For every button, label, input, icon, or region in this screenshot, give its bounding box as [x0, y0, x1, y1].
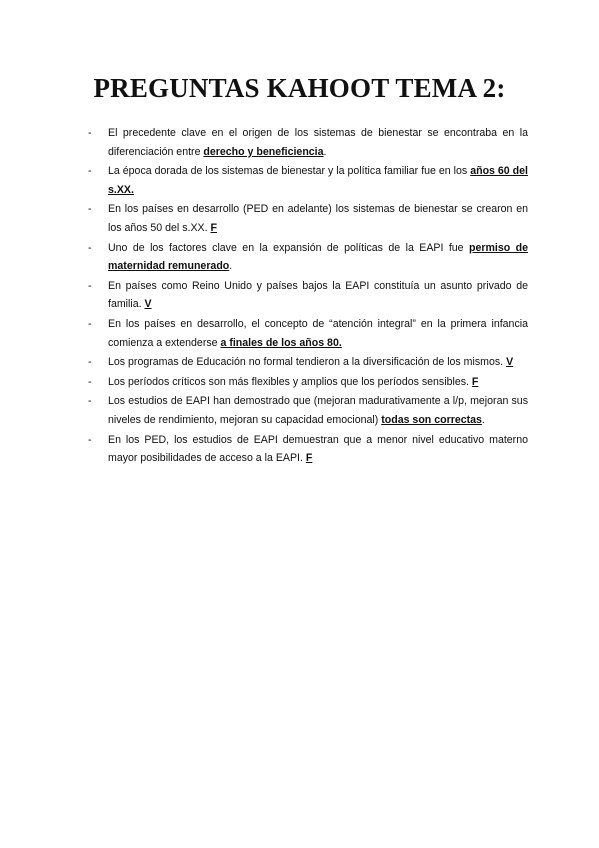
bullet-dash: - — [88, 279, 92, 292]
answer-text: V — [506, 356, 514, 369]
list-item — [88, 373, 528, 392]
bullet-dash: - — [88, 127, 92, 139]
bullet-dash: - — [88, 356, 92, 369]
question-tail: . — [481, 413, 485, 426]
answer-text: derecho y beneficiencia — [203, 145, 324, 158]
question-text: En los países en desarrollo, el concepto de “atención integral” en la primera infancia comienza a extenderse — [108, 317, 528, 349]
bullet-dash: - — [88, 317, 92, 330]
bullet-dash: - — [88, 241, 92, 254]
list-item — [88, 200, 528, 237]
bullet-dash: - — [88, 375, 92, 388]
question-tail: . — [229, 260, 233, 273]
question-text: El precedente clave en el origen de los sistemas de bienestar se encontraba en la diferenciación entre — [108, 127, 528, 158]
answer-text: todas son correctas — [381, 413, 482, 426]
question-text: Uno de los factores clave en la expansión de políticas de la EAPI fue — [108, 241, 469, 254]
question-text: En los países en desarrollo (PED en adelante) los sistemas de bienestar se crearon en los años 50 del s.XX. — [108, 203, 528, 234]
list-item — [88, 431, 528, 468]
question-list — [88, 124, 528, 469]
answer-text: F — [471, 375, 479, 388]
question-text: La época dorada de los sistemas de bienestar y la política familiar fue en los — [108, 165, 471, 178]
list-item — [88, 353, 528, 372]
question-tail: . — [323, 145, 327, 158]
bullet-dash: - — [88, 203, 92, 216]
list-item — [88, 315, 528, 352]
answer-text: F — [305, 452, 313, 465]
answer-text: años 60 del s.XX. — [108, 165, 528, 196]
answer-text: a finales de los años 80. — [220, 336, 342, 349]
list-item — [88, 392, 528, 429]
question-text: Los programas de Educación no formal tendieron a la diversificación de los mismos. — [108, 356, 507, 369]
list-item — [88, 162, 528, 199]
page-title: PREGUNTAS KAHOOT TEMA 2: — [93, 73, 506, 103]
answer-text: permiso de maternidad remunerado — [108, 241, 528, 273]
question-text: En los PED, los estudios de EAPI demuestran que a menor nivel educativo materno mayor posibilidades de acceso a la EAPI. — [108, 433, 528, 465]
list-item — [88, 124, 528, 161]
question-text: Los períodos críticos son más flexibles y amplios que los períodos sensibles. — [108, 375, 472, 388]
list-item — [88, 239, 528, 276]
question-text: Los estudios de EAPI han demostrado que (mejoran madurativamente a l/p, mejoran sus niveles de rendimiento, mejoran su capacidad emocional) — [108, 395, 528, 426]
answer-text: V — [144, 298, 152, 311]
bullet-dash: - — [88, 165, 92, 178]
question-text: En países como Reino Unido y países bajos la EAPI constituía un asunto privado de familia. — [108, 279, 528, 311]
answer-text: F — [210, 221, 217, 234]
bullet-dash: - — [88, 395, 92, 408]
list-item — [88, 277, 528, 314]
bullet-dash: - — [88, 433, 92, 446]
